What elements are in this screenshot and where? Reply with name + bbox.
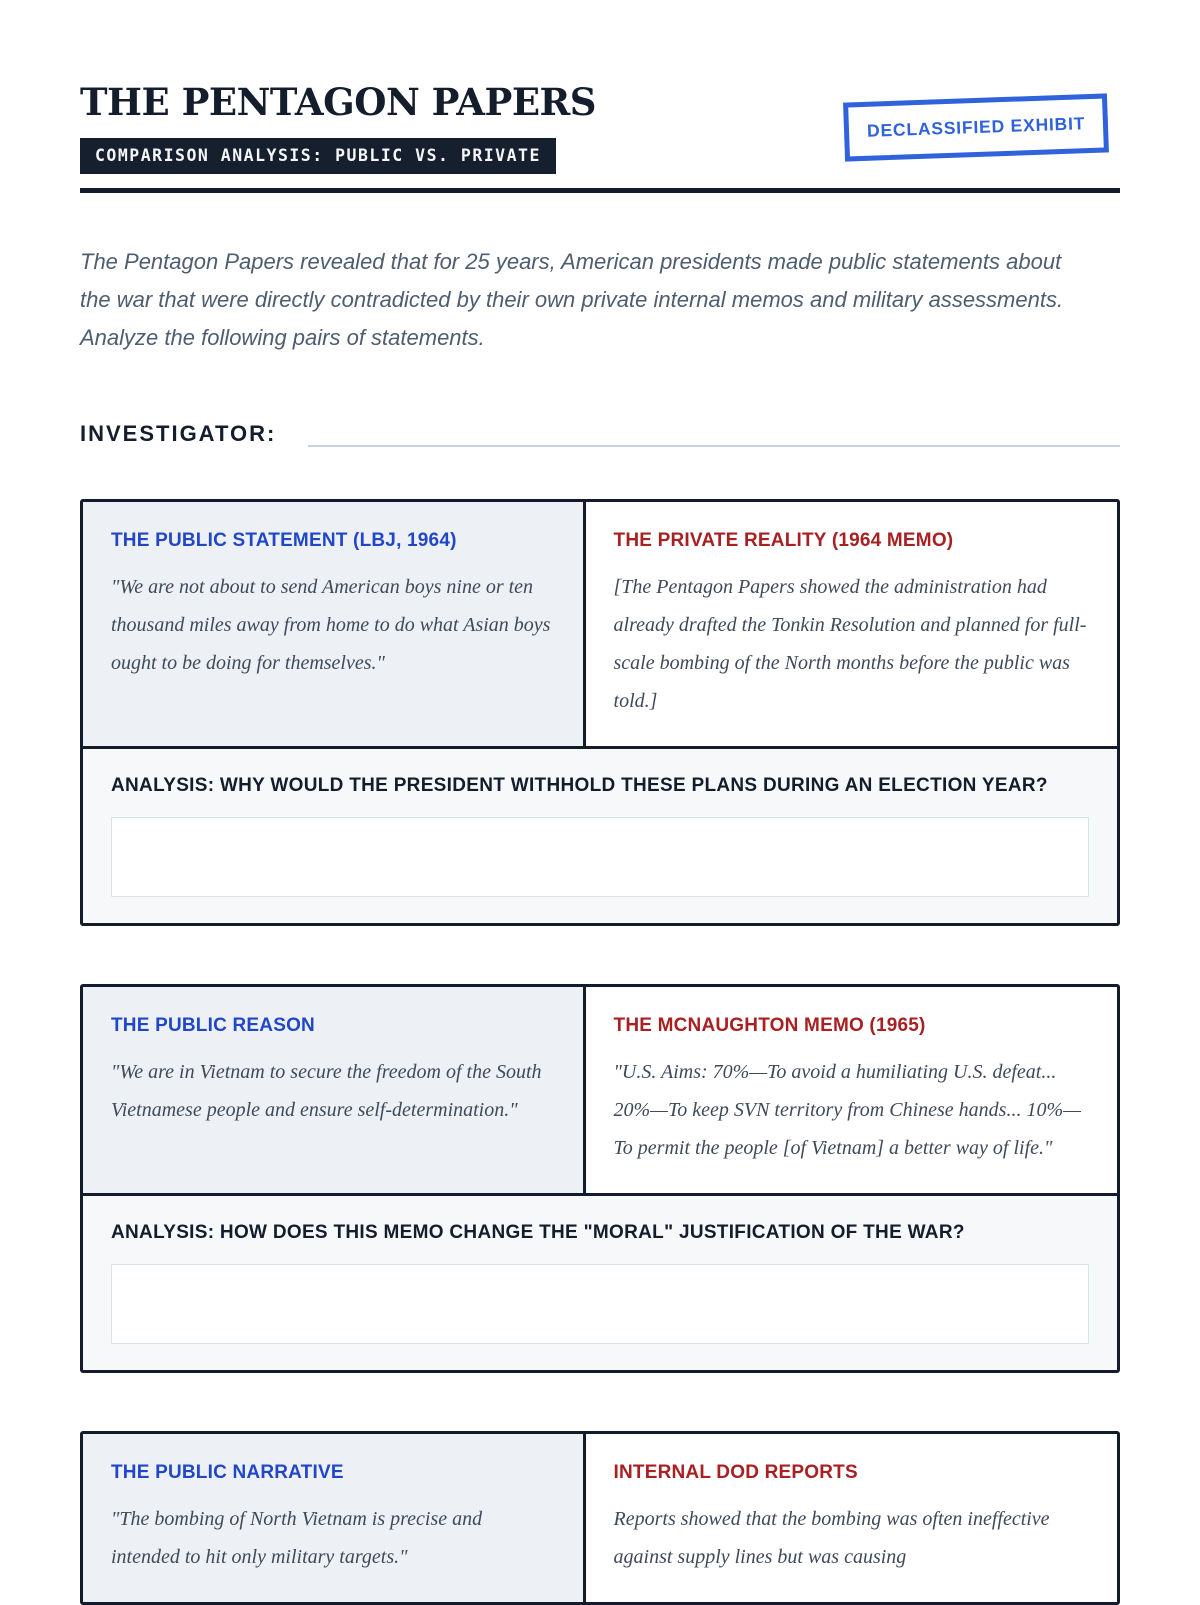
- public-narrative-quote: "The bombing of North Vietnam is precise and intended to hit only military targets.": [111, 1508, 483, 1568]
- mcnaughton-memo-panel: [586, 987, 1117, 1193]
- investigator-label: INVESTIGATOR:: [80, 421, 277, 446]
- analysis-answer-textarea[interactable]: [111, 1264, 1089, 1344]
- dod-reports-quote: Reports showed that the bombing was often ineffective against supply lines but was causing: [613, 1508, 1050, 1568]
- public-narrative-title: THE PUBLIC NARRATIVE: [111, 1462, 344, 1483]
- intro-paragraph: The Pentagon Papers revealed that for 25 years, American presidents made public statements about the war that were directly contradicted by their own private internal memos and military assessments. Analyze the following pairs of statements.: [80, 249, 1064, 350]
- analysis-question: ANALYSIS: WHY WOULD THE PRESIDENT WITHHOLD THESE PLANS DURING AN ELECTION YEAR?: [111, 775, 1048, 796]
- investigator-row: [80, 417, 1120, 447]
- card-columns: [83, 1434, 1117, 1602]
- subtitle-banner: COMPARISON ANALYSIS: PUBLIC VS. PRIVATE: [80, 138, 556, 174]
- card-columns: [83, 502, 1117, 746]
- analysis-section: [83, 1193, 1117, 1370]
- analysis-question: ANALYSIS: HOW DOES THIS MEMO CHANGE THE "MORAL" JUSTIFICATION OF THE WAR?: [111, 1222, 965, 1243]
- document-header: [80, 80, 1120, 193]
- public-reason-title: THE PUBLIC REASON: [111, 1015, 315, 1036]
- private-reality-quote: [The Pentagon Papers showed the administration had already drafted the Tonkin Resolution and planned for full-scale bombing of the North months before the public was told.]: [613, 576, 1087, 712]
- public-statement-panel: [83, 502, 586, 746]
- private-reality-panel: [586, 502, 1117, 746]
- dod-reports-title: INTERNAL DOD REPORTS: [613, 1462, 858, 1483]
- comparison-card-2: [80, 984, 1120, 1373]
- public-reason-panel: [83, 987, 586, 1193]
- analysis-section: [83, 746, 1117, 923]
- declassified-stamp-badge: DECLASSIFIED EXHIBIT: [843, 93, 1109, 161]
- public-narrative-panel: [83, 1434, 586, 1602]
- private-reality-title: THE PRIVATE REALITY (1964 MEMO): [613, 530, 954, 551]
- public-reason-quote: "We are in Vietnam to secure the freedom of the South Vietnamese people and ensure self-determination.": [111, 1061, 542, 1121]
- investigator-input[interactable]: [308, 417, 1120, 447]
- analysis-answer-textarea[interactable]: [111, 817, 1089, 897]
- header-divider: [80, 188, 1120, 193]
- public-statement-title: THE PUBLIC STATEMENT (LBJ, 1964): [111, 530, 457, 551]
- mcnaughton-memo-title: THE MCNAUGHTON MEMO (1965): [613, 1015, 926, 1036]
- page-title: THE PENTAGON PAPERS: [80, 80, 596, 124]
- card-columns: [83, 987, 1117, 1193]
- document-page: [80, 0, 1120, 1605]
- mcnaughton-memo-quote: "U.S. Aims: 70%—To avoid a humiliating U.S. defeat... 20%—To keep SVN territory from Chinese hands... 10%—To permit the people [of Vietnam] a better way of life.": [613, 1061, 1081, 1159]
- dod-reports-panel: [586, 1434, 1117, 1602]
- public-statement-quote: "We are not about to send American boys nine or ten thousand miles away from home to do what Asian boys ought to be doing for themselves.": [111, 576, 551, 674]
- comparison-card-1: [80, 499, 1120, 926]
- comparison-card-3: [80, 1431, 1120, 1605]
